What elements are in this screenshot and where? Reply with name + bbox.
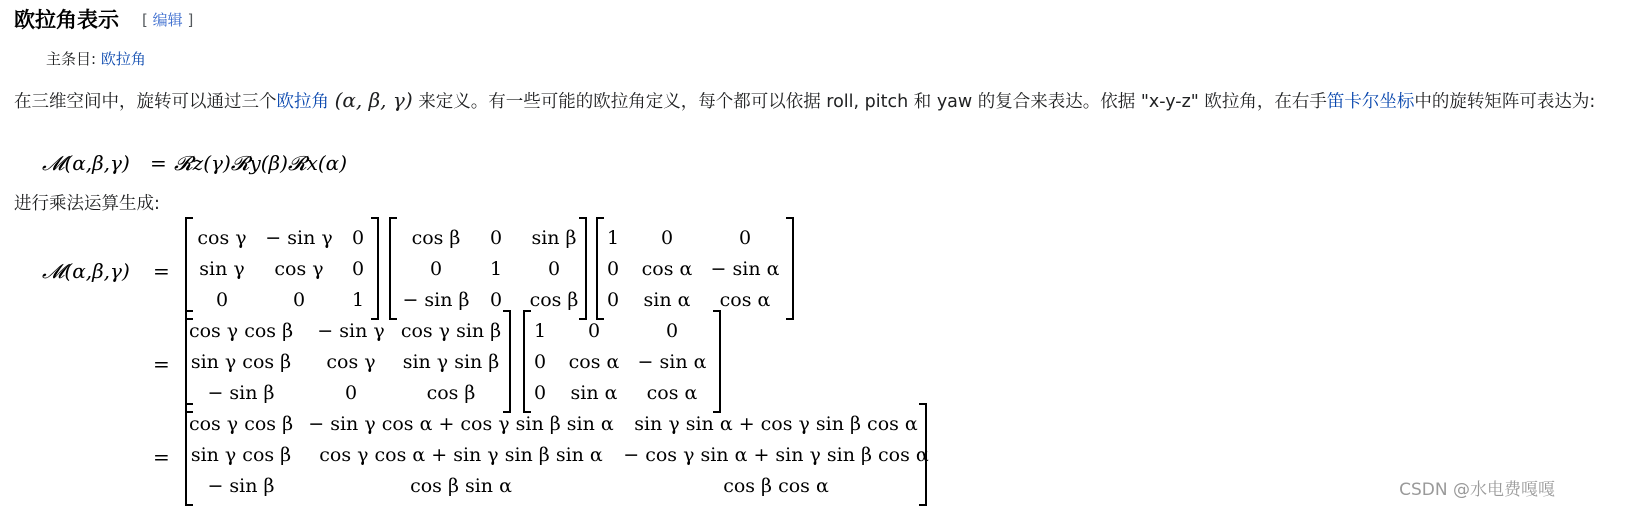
edit-bracket-open: [ — [142, 11, 148, 29]
matrix-cell: 0 — [665, 320, 679, 342]
matrix-cell: cos γ — [326, 351, 376, 373]
paragraph-text-1: 在三维空间中，旋转可以通过三个 — [14, 92, 277, 112]
matrix-cell: cos γ cos β — [188, 320, 294, 342]
matrix-cell: cos α — [568, 351, 620, 373]
matrix-cell: sin γ cos β — [190, 444, 292, 466]
edit-link[interactable]: 编辑 — [152, 11, 183, 29]
csdn-watermark: CSDN @水电费嘎嘎 — [1399, 480, 1555, 500]
matrix-cell: 0 — [292, 289, 306, 311]
matrix-cell: 0 — [606, 289, 620, 311]
main-article-link[interactable]: 欧拉角 — [100, 50, 146, 68]
matrix-cell: − sin β — [207, 475, 275, 497]
matrix-cell: − sin β — [207, 382, 275, 404]
matrix-cell: 0 — [660, 227, 674, 249]
paragraph-text-2: 来定义。有一些可能的欧拉角定义，每个都可以依据 roll, pitch 和 yaw 的复合来表达。依据 "x-y-z" 欧拉角，在右手 — [418, 92, 1327, 112]
matrix-cell: cos β sin α — [410, 475, 512, 497]
matrix-cell: − sin γ cos α + cos γ sin β sin α — [308, 413, 614, 435]
matrix-bracket-right — [786, 218, 793, 319]
matrix-cell: − sin β — [402, 289, 470, 311]
matrix-cell: 0 — [351, 227, 365, 249]
matrix-cell: 1 — [606, 227, 620, 249]
matrix-cell: cos α — [646, 382, 698, 404]
matrix-cell: − sin α — [710, 258, 780, 280]
matrix-cell: 0 — [489, 289, 503, 311]
matrix-cell: 1 — [489, 258, 503, 280]
matrix-cell: sin α — [570, 382, 618, 404]
matrix-cell: 0 — [489, 227, 503, 249]
matrix-cell: cos α — [641, 258, 693, 280]
matrix-bracket-left — [390, 218, 397, 319]
matrix-cell: 0 — [547, 258, 561, 280]
matrix-cell: cos β — [529, 289, 579, 311]
section-heading: 欧拉角表示 — [14, 8, 119, 32]
matrix-cell: sin γ sin α + cos γ sin β cos α — [634, 413, 918, 435]
matrix-cell: 0 — [344, 382, 358, 404]
matrix-group — [186, 218, 929, 505]
euler-angle-link[interactable]: 欧拉角 — [276, 92, 329, 112]
matrix-cell: 0 — [587, 320, 601, 342]
main-article-prefix: 主条目: — [46, 50, 97, 68]
matrix-cell: 0 — [533, 351, 547, 373]
matrix-cell: 0 — [533, 382, 547, 404]
matrix-cell: cos β — [426, 382, 476, 404]
formula2-equals-1: = — [153, 259, 170, 283]
matrix-cell: 0 — [738, 227, 752, 249]
matrix-cell: cos γ cos β — [188, 413, 294, 435]
matrix-cell: − sin α — [637, 351, 707, 373]
cartesian-link[interactable]: 笛卡尔坐标 — [1326, 92, 1415, 112]
matrix-bracket-right — [503, 311, 510, 412]
formula1-equals: = — [150, 151, 167, 175]
matrix-cell: 0 — [429, 258, 443, 280]
formula1-rhs: 𝓡z(γ)𝓡y(β)𝓡x(α) — [174, 151, 347, 175]
matrix-cell: 0 — [351, 258, 365, 280]
matrix-cell: cos γ — [274, 258, 324, 280]
matrix-cell: 0 — [215, 289, 229, 311]
matrix-cell: cos γ — [197, 227, 247, 249]
matrix-cell: 0 — [606, 258, 620, 280]
matrix-cell: cos α — [719, 289, 771, 311]
matrix-bracket-right — [713, 311, 720, 412]
formula1-lhs: 𝓜(α,β,γ) — [42, 151, 130, 175]
formula2-equals-2: = — [153, 352, 170, 376]
matrix-cell: sin β — [531, 227, 577, 249]
matrix-cell: sin α — [643, 289, 691, 311]
matrix-cell: 1 — [351, 289, 365, 311]
matrix-bracket-left — [524, 311, 531, 412]
matrix-bracket-right — [371, 218, 378, 319]
matrix-cell: sin γ sin β — [402, 351, 500, 373]
matrix-cell: cos γ sin β — [400, 320, 502, 342]
matrix-cell: cos β — [411, 227, 461, 249]
matrix-cell: cos β cos α — [723, 475, 829, 497]
matrix-bracket-left — [597, 218, 604, 319]
matrix-cell: sin γ cos β — [190, 351, 292, 373]
matrix-bracket-left — [186, 218, 193, 319]
matrix-cell: − sin γ — [265, 227, 333, 249]
matrix-cell: − cos γ sin α + sin γ sin β cos α — [623, 444, 929, 466]
formula2-equals-3: = — [153, 445, 170, 469]
matrix-cell: cos γ cos α + sin γ sin β sin α — [319, 444, 603, 466]
paragraph-text-3: 中的旋转矩阵可表达为: — [1414, 92, 1596, 112]
matrix-cell: − sin γ — [317, 320, 385, 342]
matrix-cell: sin γ — [199, 258, 245, 280]
matrix-cell: 1 — [533, 320, 547, 342]
edit-bracket-close: ] — [187, 11, 194, 29]
matrix-bracket-right — [579, 218, 586, 319]
formula2-lhs: 𝓜(α,β,γ) — [42, 259, 130, 283]
inline-math-angles: (α, β, γ) — [334, 88, 413, 112]
multiplication-lead: 进行乘法运算生成: — [14, 194, 160, 214]
